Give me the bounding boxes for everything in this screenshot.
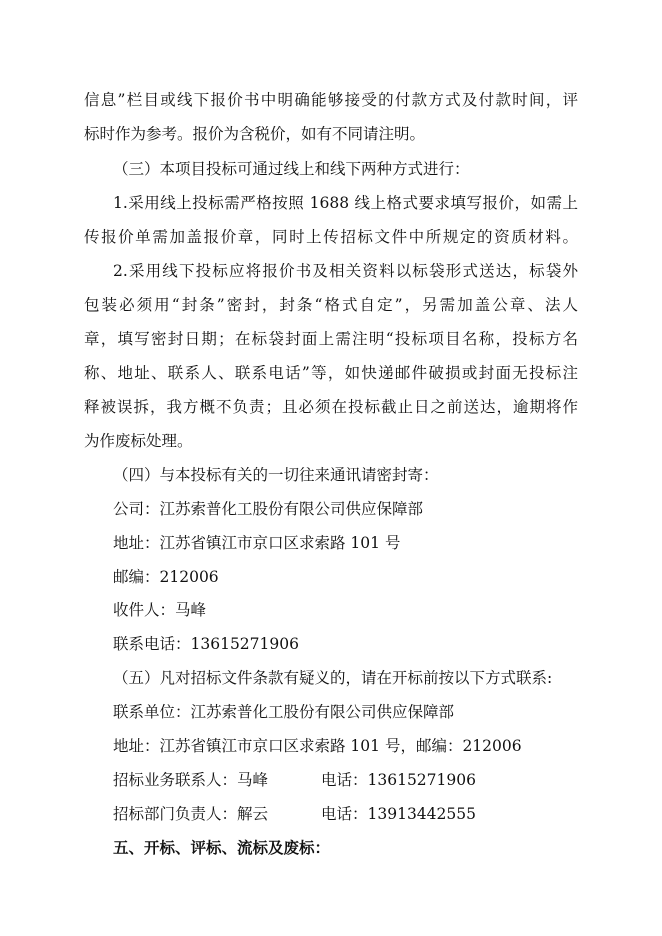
paragraph-payment-line-1: 信息”栏目或线下报价书中明确能够接受的付款方式及付款时间，评	[84, 91, 578, 109]
inquiry-business-phone: 电话：13615271906	[321, 771, 476, 789]
inquiry-business-contact: 招标业务联系人：马峰	[113, 771, 269, 789]
online-bid-line-1: 1.采用线上投标需严格按照 1688 线上格式要求填写报价，如需上	[113, 194, 578, 212]
offline-bid-line-5: 释被误拆，我方概不负责；且必须在投标截止日之前送达，逾期将作	[84, 398, 578, 416]
inquiry-dept-phone: 电话：13913442555	[321, 805, 476, 823]
section-5-title: 五、开标、评标、流标及废标：	[113, 838, 331, 857]
inquiry-unit: 联系单位：江苏索普化工股份有限公司供应保障部	[113, 703, 455, 721]
inquiry-dept-head-row	[113, 804, 578, 824]
offline-bid-line-6: 为作废标处理。	[84, 432, 193, 450]
offline-bid-line-1: 2.采用线下投标应将报价书及相关资料以标袋形式送达，标袋外	[113, 262, 578, 280]
mailing-recipient: 收件人：马峰	[113, 601, 207, 619]
offline-bid-line-2: 包装必须用“封条”密封，封条“格式自定”，另需加盖公章、法人	[84, 296, 578, 314]
mailing-heading: （四）与本投标有关的一切往来通讯请密封寄：	[113, 466, 439, 484]
paragraph-payment-line-2: 标时作为参考。报价为含税价，如有不同请注明。	[84, 125, 426, 143]
inquiry-address: 地址：江苏省镇江市京口区求索路 101 号，邮编：212006	[113, 737, 522, 755]
mailing-address: 地址：江苏省镇江市京口区求索路 101 号	[113, 534, 401, 552]
mailing-phone: 联系电话：13615271906	[113, 635, 299, 653]
offline-bid-line-3: 章，填写密封日期；在标袋封面上需注明“投标项目名称，投标方名	[84, 330, 578, 348]
mailing-postcode: 邮编：212006	[113, 568, 219, 586]
bidding-methods-heading: （三）本项目投标可通过线上和线下两种方式进行：	[113, 160, 470, 178]
offline-bid-line-4: 称、地址、联系人、联系电话”等，如快递邮件破损或封面无投标注	[84, 364, 578, 382]
inquiry-heading: （五）凡对招标文件条款有疑义的，请在开标前按以下方式联系:	[113, 669, 553, 687]
inquiry-dept-head: 招标部门负责人：解云	[113, 805, 269, 823]
online-bid-line-2: 传报价单需加盖报价章，同时上传招标文件中所规定的资质材料。	[84, 228, 578, 246]
inquiry-business-contact-row	[113, 770, 578, 790]
mailing-company: 公司：江苏索普化工股份有限公司供应保障部	[113, 500, 424, 518]
